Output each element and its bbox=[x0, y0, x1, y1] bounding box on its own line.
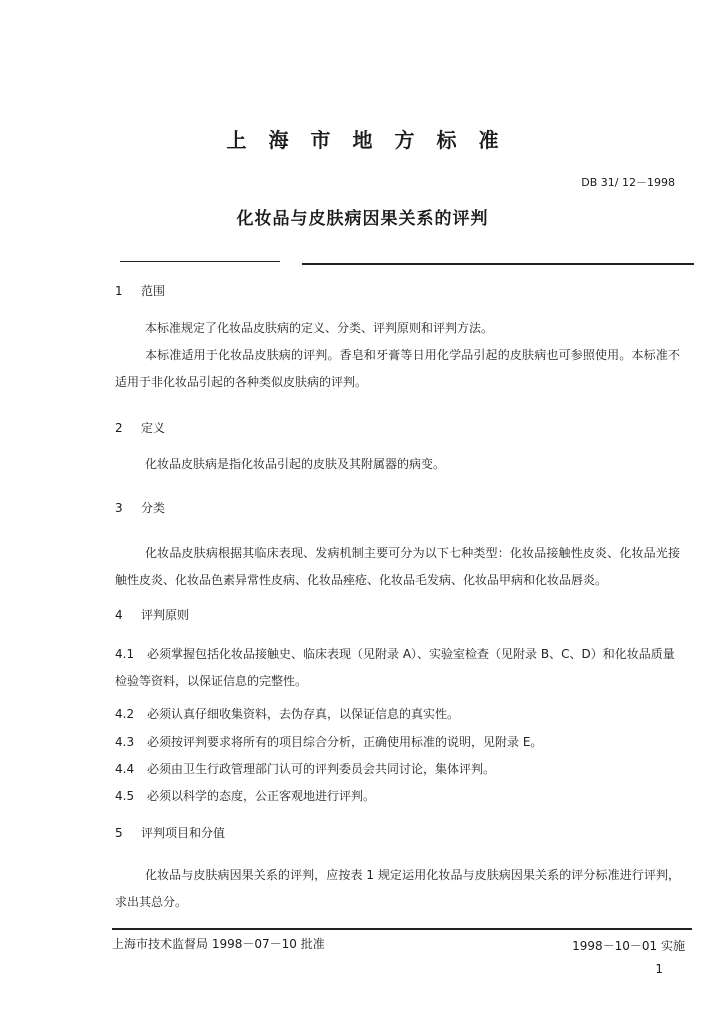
doc-number: DB 31/ 12－1998 bbox=[581, 176, 675, 189]
approval-info: 上海市技术监督局 1998－07－10 批准 bbox=[112, 937, 325, 951]
standard-title: 上海市地方标准 bbox=[226, 128, 521, 152]
section-title: 分类 bbox=[141, 501, 166, 515]
section-number: 3 bbox=[115, 501, 123, 515]
item-number: 4.3 bbox=[115, 735, 135, 749]
section-title: 范围 bbox=[141, 284, 166, 298]
section-title: 定义 bbox=[141, 421, 166, 435]
section-number: 4 bbox=[115, 608, 123, 622]
section-title: 评判项目和分值 bbox=[141, 826, 226, 840]
principle-item bbox=[115, 756, 685, 783]
section-2-para-1: 化妆品皮肤病是指化妆品引起的皮肤及其附属器的病变。 bbox=[145, 457, 446, 471]
section-3-para-1: 化妆品皮肤病根据其临床表现、发病机制主要可分为以下七种类型：化妆品接触性皮炎、化妆品光接触性皮炎、化妆品色素异常性皮病、化妆品痤疮、化妆品毛发病、化妆品甲病和化妆品唇炎。 bbox=[115, 546, 680, 587]
section-5-heading bbox=[115, 824, 225, 841]
doc-title: 化妆品与皮肤病因果关系的评判 bbox=[236, 209, 489, 229]
principle-item bbox=[115, 729, 685, 756]
item-number: 4.5 bbox=[115, 789, 135, 803]
section-3-heading bbox=[115, 499, 165, 516]
item-text: 必须认真仔细收集资料，去伪存真，以保证信息的真实性。 bbox=[147, 707, 460, 721]
title-rule-right bbox=[302, 263, 694, 265]
principle-item bbox=[115, 641, 685, 695]
footer-rule bbox=[112, 928, 692, 930]
section-number: 1 bbox=[115, 284, 123, 298]
implementation-date: 1998－10－01 实施 bbox=[572, 939, 685, 953]
principle-item bbox=[115, 701, 685, 728]
item-number: 4.4 bbox=[115, 762, 135, 776]
item-text: 必须以科学的态度，公正客观地进行评判。 bbox=[147, 789, 376, 803]
section-1-heading bbox=[115, 282, 165, 299]
title-rule-left bbox=[120, 261, 280, 262]
section-2-heading bbox=[115, 419, 165, 436]
section-1-para-1: 本标准规定了化妆品皮肤病的定义、分类、评判原则和评判方法。 bbox=[145, 321, 494, 335]
section-number: 2 bbox=[115, 421, 123, 435]
section-title: 评判原则 bbox=[141, 608, 190, 622]
item-number: 4.1 bbox=[115, 647, 135, 661]
item-number: 4.2 bbox=[115, 707, 135, 721]
page-number: 1 bbox=[655, 962, 663, 976]
item-text: 必须按评判要求将所有的项目综合分析，正确使用标准的说明，见附录 E。 bbox=[147, 735, 543, 749]
section-5-para-1: 化妆品与皮肤病因果关系的评判，应按表 1 规定运用化妆品与皮肤病因果关系的评分标准进行评判，求出其总分。 bbox=[115, 868, 680, 909]
section-1-para-2: 本标准适用于化妆品皮肤病的评判。香皂和牙膏等日用化学品引起的皮肤病也可参照使用。本标准不适用于非化妆品引起的各种类似皮肤病的评判。 bbox=[115, 348, 680, 389]
item-text: 必须由卫生行政管理部门认可的评判委员会共同讨论，集体评判。 bbox=[147, 762, 496, 776]
section-number: 5 bbox=[115, 826, 123, 840]
item-text: 必须掌握包括化妆品接触史、临床表现（见附录 A）、实验室检查（见附录 B、C、D）和化妆品质量检验等资料，以保证信息的完整性。 bbox=[115, 647, 675, 688]
section-4-heading bbox=[115, 606, 189, 623]
principle-item bbox=[115, 783, 685, 810]
